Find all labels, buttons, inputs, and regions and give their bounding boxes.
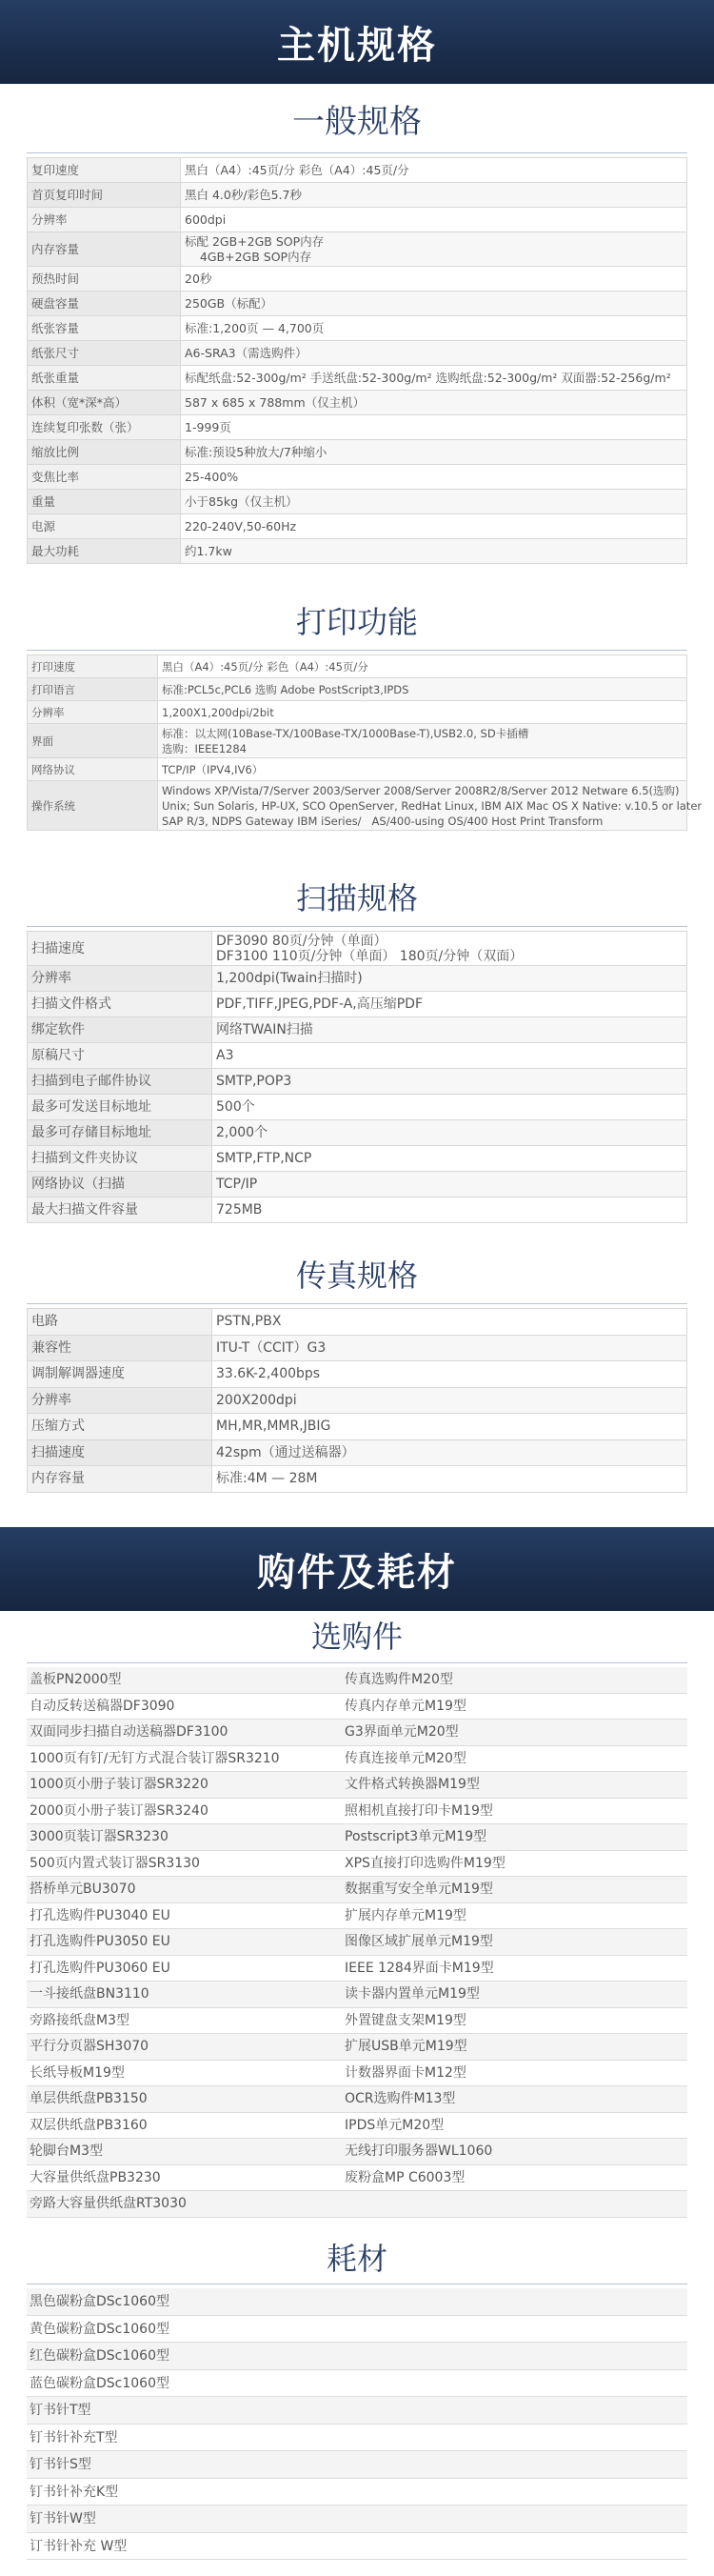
- table-row: [28, 1120, 687, 1146]
- spec-value: [158, 655, 687, 678]
- spec-value: [158, 781, 703, 831]
- option-name: 2000页小册子装订器SR3240: [30, 1802, 208, 1819]
- banner-host-specs: [0, 0, 714, 84]
- table-row: [28, 1414, 687, 1440]
- table-row: [28, 1387, 687, 1414]
- spec-value: [158, 678, 687, 701]
- table-row: [28, 1309, 687, 1336]
- spec-value-line: A6-SRA3（需选购件）: [185, 345, 307, 360]
- spec-value: [181, 440, 687, 465]
- table-row: [28, 514, 687, 539]
- spec-label: 硬盘容量: [28, 292, 181, 316]
- section-title: 选购件: [310, 1619, 403, 1655]
- spec-value-line: 标准:PCL5c,PCL6 选购 Adobe PostScript3,IPDS: [162, 682, 409, 696]
- option-name: 废粉盒MP C6003型: [345, 2169, 466, 2185]
- spec-value-line: 1,200X1,200dpi/2bit: [162, 705, 274, 719]
- spec-label: 网络协议: [28, 758, 158, 781]
- spec-label: 分辨率: [28, 701, 158, 724]
- section-title: 打印功能: [295, 604, 418, 640]
- divider: [27, 152, 687, 153]
- spec-value: [212, 1335, 687, 1361]
- list-item: 钉书针补充T型: [27, 2425, 687, 2452]
- spec-value: [212, 1095, 687, 1120]
- option-name: 数据重写安全单元M19型: [345, 1882, 493, 1897]
- spec-label: 分辨率: [28, 966, 212, 992]
- spec-value-line: 小于85kg（仅主机）: [185, 493, 298, 509]
- option-name: 盖板PN2000型: [30, 1672, 122, 1687]
- spec-label: 操作系统: [28, 781, 158, 831]
- spec-value-line: 2,000个: [216, 1125, 268, 1140]
- option-name: 1000页小册子装订器SR3220: [30, 1777, 208, 1792]
- option-name: OCR选购件M13型: [345, 2091, 456, 2106]
- option-name: 传真内存单元M19型: [345, 1698, 466, 1714]
- spec-value-line: MH,MR,MMR,JBIG: [216, 1419, 331, 1435]
- spec-value-line: 587 x 685 x 788mm（仅主机）: [185, 394, 366, 410]
- spec-value-line: 600dpi: [185, 211, 227, 227]
- option-name: 500页内置式装订器SR3130: [30, 1855, 200, 1871]
- spec-value-line: 黑白（A4）:45页/分 彩色（A4）:45页/分: [162, 659, 368, 674]
- spec-value: [181, 316, 687, 341]
- table-row: [28, 1172, 687, 1197]
- option-name: 旁路大容量供纸盘RT3030: [30, 2196, 187, 2211]
- option-name: 传真连接单元M20型: [345, 1750, 466, 1766]
- list-item: [27, 1851, 687, 1878]
- list-item: [27, 1799, 687, 1825]
- list-item: 钉书针T型: [27, 2397, 687, 2425]
- table-row: [28, 490, 687, 514]
- list-item: [27, 1824, 687, 1851]
- table-row: [28, 1017, 687, 1043]
- spec-value-line: DF3100 110页/分钟（单面） 180页/分钟（双面）: [216, 948, 524, 964]
- spec-value-line: 标配纸盘:52-300g/m² 手送纸盘:52-300g/m² 选购纸盘:52-300g/m² 双面器:52-256g/m²: [185, 370, 671, 385]
- spec-value-line: PSTN,PBX: [216, 1314, 282, 1330]
- spec-value-line: SMTP,POP3: [216, 1074, 292, 1089]
- list-item: 钉书针W型: [27, 2506, 687, 2533]
- option-name: 图像区域扩展单元M19型: [345, 1934, 493, 1949]
- option-name: 打孔选购件PU3050 EU: [30, 1934, 170, 1949]
- spec-value: [212, 1172, 687, 1197]
- table-row: [28, 292, 687, 316]
- list-item: [27, 1746, 687, 1773]
- spec-value: [212, 1120, 687, 1146]
- table-row: [28, 232, 687, 267]
- section-consumables: [0, 2234, 714, 2560]
- banner-title: 购件及耗材: [257, 1550, 457, 1595]
- option-name: 文件格式转换器M19型: [345, 1777, 480, 1792]
- spec-label: 体积（宽*深*高）: [28, 391, 181, 415]
- option-name: 扩展USB单元M19型: [345, 2039, 467, 2054]
- banner-options-consumables: [0, 1527, 714, 1611]
- table-row: [28, 158, 687, 183]
- spec-label: 复印速度: [28, 158, 181, 183]
- spec-label: 最大扫描文件容量: [28, 1197, 212, 1223]
- spec-value-line: 250GB（标配）: [185, 295, 273, 311]
- table-row: [28, 183, 687, 208]
- list-item: [27, 1929, 687, 1956]
- spec-value-line: A3: [216, 1048, 234, 1063]
- divider: [27, 926, 687, 927]
- option-name: 自动反转送稿器DF3090: [30, 1698, 175, 1714]
- option-name: [342, 2191, 687, 2217]
- list-item: 蓝色碳粉盒DSc1060型: [27, 2370, 687, 2398]
- spec-label: 扫描到文件夹协议: [28, 1146, 212, 1172]
- spec-label: 电路: [28, 1309, 212, 1336]
- table-row: [28, 1069, 687, 1095]
- spec-label: 内存容量: [28, 1466, 212, 1493]
- spec-value: [181, 514, 687, 539]
- spec-value: [212, 1043, 687, 1069]
- table-row: [28, 724, 687, 758]
- table-row: [28, 341, 687, 366]
- table-row: [28, 966, 687, 992]
- spec-value: [212, 992, 687, 1017]
- option-name: 轮脚台M3型: [30, 2143, 103, 2159]
- spec-value: [181, 366, 687, 391]
- spec-value: [181, 292, 687, 316]
- spec-value: [181, 208, 687, 232]
- option-name: IEEE 1284界面卡M19型: [345, 1960, 494, 1976]
- spec-value-line: 500个: [216, 1099, 255, 1115]
- spec-label: 界面: [28, 724, 158, 758]
- section-print: [0, 594, 714, 871]
- section-title: 耗材: [326, 2241, 387, 2277]
- spec-value-line: SAP R/3, NDPS Gateway IBM iSeries/ AS/400-using OS/400 Host Print Transform: [162, 814, 604, 828]
- option-name: 计数器界面卡M12型: [345, 2064, 466, 2081]
- list-item: [27, 1667, 687, 1694]
- spec-label: 内存容量: [28, 232, 181, 267]
- spec-value: [181, 391, 687, 415]
- list-item: [27, 2034, 687, 2061]
- option-name: 传真选购件M20型: [345, 1672, 453, 1687]
- spec-label: 重量: [28, 490, 181, 514]
- table-row: [28, 366, 687, 391]
- spec-value-line: 25-400%: [185, 469, 239, 484]
- option-name: 长纸导板M19型: [30, 2064, 125, 2081]
- table-row: [28, 465, 687, 490]
- table-row: [28, 758, 687, 781]
- table-row: [28, 992, 687, 1017]
- spec-value: [212, 1309, 687, 1336]
- spec-label: 打印语言: [28, 678, 158, 701]
- spec-value-line: 标准:4M — 28M: [216, 1471, 318, 1487]
- spec-value-line: 33.6K-2,400bps: [216, 1366, 321, 1382]
- list-item: [27, 2113, 687, 2140]
- option-name: 1000页有钉/无钉方式混合装订器SR3210: [30, 1750, 280, 1766]
- list-item: [27, 1903, 687, 1930]
- section-fax: [0, 1248, 714, 1527]
- spec-label: 网络协议（扫描: [28, 1172, 212, 1197]
- list-item: [27, 1877, 687, 1903]
- spec-label: 最多可发送目标地址: [28, 1095, 212, 1120]
- table-row: [28, 208, 687, 232]
- list-item: [27, 1772, 687, 1799]
- spec-label: 绑定软件: [28, 1017, 212, 1043]
- spec-label: 电源: [28, 514, 181, 539]
- section-title: 扫描规格: [295, 880, 418, 916]
- spec-label: 最大功耗: [28, 539, 181, 564]
- table-row: [28, 701, 687, 724]
- list-item: [27, 1982, 687, 2008]
- spec-value: [158, 758, 687, 781]
- list-item: 订书针补充 W型: [27, 2533, 687, 2561]
- spec-value-line: 220-240V,50-60Hz: [185, 518, 297, 533]
- spec-value-line: 1,200dpi(Twain扫描时): [216, 971, 363, 986]
- spec-value-line: 约1.7kw: [185, 543, 232, 558]
- spec-value-line: 42spm（通过送稿器）: [216, 1444, 355, 1460]
- spec-value: [181, 158, 687, 183]
- spec-label: 纸张容量: [28, 316, 181, 341]
- list-item: [27, 2061, 687, 2087]
- table-row: [28, 1361, 687, 1388]
- spec-value: [212, 932, 687, 966]
- spec-label: 纸张尺寸: [28, 341, 181, 366]
- option-name: 打孔选购件PU3060 EU: [30, 1960, 170, 1976]
- options-list: [27, 1667, 687, 2218]
- table-row: [28, 267, 687, 292]
- spec-value-line: 1-999页: [185, 419, 231, 434]
- spec-label: 压缩方式: [28, 1414, 212, 1440]
- spec-value: [181, 490, 687, 514]
- spec-label: 扫描文件格式: [28, 992, 212, 1017]
- list-item: 钉书针补充K型: [27, 2479, 687, 2506]
- option-name: 扩展内存单元M19型: [345, 1907, 466, 1923]
- list-item: [27, 1694, 687, 1721]
- option-name: 双层供纸盘PB3160: [30, 2117, 148, 2133]
- option-name: 平行分页器SH3070: [30, 2039, 149, 2054]
- section-options: [0, 1611, 714, 2234]
- spec-value: [212, 1414, 687, 1440]
- table-row: [28, 655, 687, 678]
- list-item: [27, 2191, 687, 2218]
- table-row: [28, 678, 687, 701]
- banner-title: 主机规格: [277, 23, 437, 68]
- option-name: XPS直接打印选购件M19型: [345, 1855, 506, 1871]
- spec-table: [27, 654, 703, 831]
- table-row: [28, 1197, 687, 1223]
- table-row: [28, 1335, 687, 1361]
- option-name: Postscript3单元M19型: [345, 1829, 487, 1844]
- table-row: [28, 440, 687, 465]
- spec-label: 分辨率: [28, 208, 181, 232]
- spec-label: 扫描速度: [28, 1439, 212, 1466]
- spec-value-line: 网络TWAIN扫描: [216, 1022, 313, 1037]
- list-item: 黄色碳粉盒DSc1060型: [27, 2316, 687, 2344]
- spec-value-line: 标准:1,200页 — 4,700页: [185, 320, 325, 335]
- spec-value-line: 4GB+2GB SOP内存: [185, 249, 312, 264]
- spec-label: 预热时间: [28, 267, 181, 292]
- spec-value-line: 标准：以太网(10Base-TX/100Base-TX/1000Base-T),USB2.0, SD卡插槽: [162, 726, 529, 740]
- spec-value-line: TCP/IP: [216, 1177, 258, 1192]
- divider: [27, 650, 687, 651]
- section-scan: [0, 871, 714, 1248]
- spec-value-line: 黑白（A4）:45页/分 彩色（A4）:45页/分: [185, 162, 409, 177]
- spec-value: [181, 232, 687, 267]
- divider: [27, 1303, 687, 1304]
- spec-value-line: SMTP,FTP,NCP: [216, 1151, 312, 1166]
- spec-value: [212, 1466, 687, 1493]
- spec-label: 变焦比率: [28, 465, 181, 490]
- table-row: [28, 316, 687, 341]
- spec-label: 兼容性: [28, 1335, 212, 1361]
- list-item: [27, 1956, 687, 1982]
- list-item: [27, 2008, 687, 2035]
- spec-value: [212, 1387, 687, 1414]
- option-name: IPDS单元M20型: [345, 2117, 445, 2133]
- spec-value-line: Unix; Sun Solaris, HP-UX, SCO OpenServer, RedHat Linux, IBM AIX Mac OS X Native: v.10.5 or later: [162, 798, 703, 813]
- spec-value-line: 黑白 4.0秒/彩色5.7秒: [185, 187, 302, 202]
- spec-label: 缩放比例: [28, 440, 181, 465]
- spec-table: [27, 931, 687, 1223]
- spec-label: 首页复印时间: [28, 183, 181, 208]
- spec-value-line: 725MB: [216, 1202, 263, 1218]
- spec-value: [181, 415, 687, 440]
- spec-value: [212, 1146, 687, 1172]
- option-name: 无线打印服务器WL1060: [345, 2143, 493, 2159]
- option-name: 旁路接纸盘M3型: [30, 2012, 129, 2028]
- spec-value-line: Windows XP/Vista/7/Server 2003/Server 2008/Server 2008R2/8/Server 2012 Netware 6.5(选购): [162, 783, 680, 797]
- option-name: 3000页装订器SR3230: [30, 1829, 169, 1844]
- option-name: 双面同步扫描自动送稿器DF3100: [30, 1724, 228, 1740]
- list-item: 钉书针S型: [27, 2451, 687, 2479]
- table-row: [28, 932, 687, 966]
- spec-table: [27, 157, 687, 564]
- spec-value-line: 标配 2GB+2GB SOP内存: [185, 233, 325, 249]
- table-row: [28, 1439, 687, 1466]
- option-name: 大容量供纸盘PB3230: [30, 2169, 161, 2185]
- consumables-list: [27, 2288, 687, 2560]
- option-name: 外置键盘支架M19型: [345, 2012, 466, 2028]
- spec-value: [158, 701, 687, 724]
- option-name: 读卡器内置单元M19型: [345, 1986, 480, 2002]
- section-title: 传真规格: [295, 1258, 418, 1294]
- spec-value: [212, 1361, 687, 1388]
- list-item: [27, 2139, 687, 2165]
- spec-value-line: 20秒: [185, 271, 212, 286]
- spec-value: [212, 1017, 687, 1043]
- spec-label: 连续复印张数（张）: [28, 415, 181, 440]
- list-item: [27, 1720, 687, 1746]
- spec-label: 扫描到电子邮件协议: [28, 1069, 212, 1095]
- option-name: 搭桥单元BU3070: [30, 1882, 136, 1897]
- spec-value: [181, 465, 687, 490]
- spec-value: [181, 539, 687, 564]
- spec-value-line: TCP/IP（IPV4,IV6）: [162, 762, 264, 776]
- spec-value-line: ITU-T（CCIT）G3: [216, 1339, 327, 1356]
- table-row: [28, 1095, 687, 1120]
- table-row: [28, 781, 687, 831]
- list-item: [27, 2165, 687, 2192]
- section-general: [0, 84, 714, 594]
- option-name: 打孔选购件PU3040 EU: [30, 1907, 170, 1923]
- section-title: 一般规格: [292, 103, 422, 141]
- spec-label: 最多可存储目标地址: [28, 1120, 212, 1146]
- spec-label: 分辨率: [28, 1387, 212, 1414]
- option-name: 照相机直接打印卡M19型: [345, 1802, 493, 1819]
- table-row: [28, 1146, 687, 1172]
- spec-value-line: 选购：IEEE1284: [162, 741, 247, 755]
- spec-value-line: 标准:预设5种放大/7种缩小: [185, 444, 327, 459]
- spec-value: [212, 1197, 687, 1223]
- spec-label: 打印速度: [28, 655, 158, 678]
- spec-label: 调制解调器速度: [28, 1361, 212, 1388]
- spec-value: [181, 267, 687, 292]
- list-item: 红色碳粉盒DSc1060型: [27, 2343, 687, 2370]
- spec-label: 扫描速度: [28, 932, 212, 966]
- spec-value-line: DF3090 80页/分钟（单面）: [216, 933, 387, 949]
- option-name: 一斗接纸盘BN3110: [30, 1986, 149, 2002]
- spec-value: [212, 966, 687, 992]
- table-row: [28, 415, 687, 440]
- table-row: [28, 391, 687, 415]
- table-row: [28, 1466, 687, 1493]
- option-name: G3界面单元M20型: [345, 1724, 459, 1740]
- option-name: 单层供纸盘PB3150: [30, 2091, 148, 2106]
- spec-label: 原稿尺寸: [28, 1043, 212, 1069]
- table-row: [28, 539, 687, 564]
- spec-value-line: PDF,TIFF,JPEG,PDF-A,高压缩PDF: [216, 996, 423, 1012]
- spec-value-line: 200X200dpi: [216, 1392, 297, 1408]
- spec-label: 纸张重量: [28, 366, 181, 391]
- spec-value: [212, 1069, 687, 1095]
- table-row: [28, 1043, 687, 1069]
- spec-value: [212, 1439, 687, 1466]
- spec-value: [181, 341, 687, 366]
- list-item: [27, 2086, 687, 2113]
- list-item: 黑色碳粉盒DSc1060型: [27, 2288, 687, 2316]
- spec-value: [181, 183, 687, 208]
- divider: [27, 1662, 687, 1663]
- spec-table: [27, 1308, 687, 1493]
- spec-value: [158, 724, 687, 758]
